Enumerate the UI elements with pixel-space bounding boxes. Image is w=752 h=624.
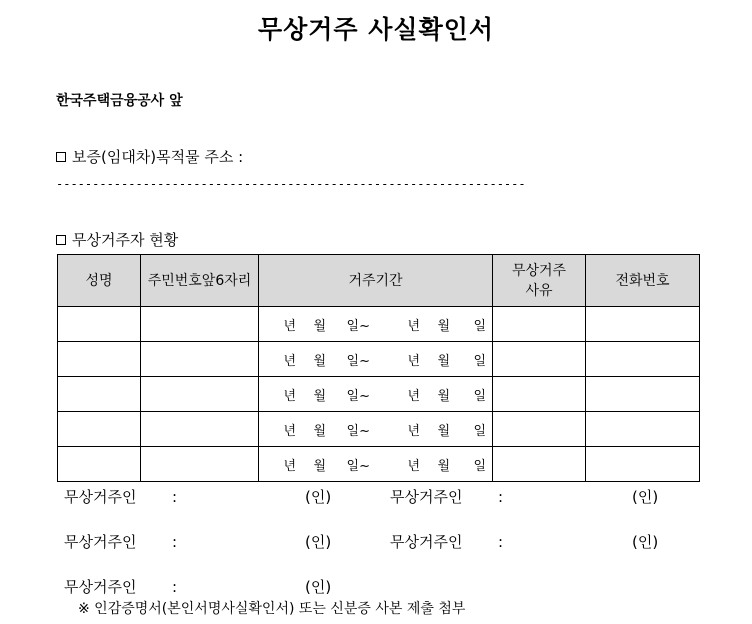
period-part: 일 <box>473 353 486 369</box>
period-part: 월 <box>313 353 326 369</box>
period-cell <box>259 307 493 342</box>
signature-label: 무상거주인 <box>64 578 137 596</box>
seal-1: (인) <box>305 488 332 506</box>
id-cell[interactable] <box>141 412 259 447</box>
period-text <box>259 350 492 369</box>
period-part: 월 <box>437 423 450 439</box>
name-cell[interactable] <box>58 447 141 482</box>
id-cell[interactable] <box>141 447 259 482</box>
table-row <box>58 307 700 342</box>
table-row <box>58 412 700 447</box>
checkbox-icon[interactable] <box>56 152 66 162</box>
name-cell[interactable] <box>58 377 141 412</box>
period-part: 일 <box>473 458 486 474</box>
period-part: 년 <box>407 423 420 439</box>
period-part: 년 <box>283 388 296 404</box>
seal-5: (인) <box>305 578 332 596</box>
reason-cell[interactable] <box>493 377 586 412</box>
table-row <box>58 342 700 377</box>
period-part: 년 <box>407 353 420 369</box>
period-part: 일~ <box>346 423 370 439</box>
signature-label: 무상거주인 <box>64 488 137 506</box>
signature-colon: : <box>498 533 504 551</box>
signature-colon: : <box>498 488 504 506</box>
signature-colon: : <box>172 533 178 551</box>
signature-line-3 <box>64 531 177 552</box>
signature-colon: : <box>172 488 178 506</box>
footnote: ※ 인감증명서(본인서명사실확인서) 또는 신분증 사본 제출 첨부 <box>78 601 466 617</box>
table-header-row <box>58 255 700 307</box>
period-part: 일~ <box>346 318 370 334</box>
reason-cell[interactable] <box>493 447 586 482</box>
period-part: 월 <box>313 458 326 474</box>
reason-cell[interactable] <box>493 342 586 377</box>
address-label: 보증(임대차)목적물 주소 : <box>72 148 244 166</box>
phone-cell[interactable] <box>586 412 700 447</box>
header-name: 성명 <box>58 255 141 307</box>
seal-3: (인) <box>305 533 332 551</box>
period-part: 일~ <box>346 388 370 404</box>
period-part: 월 <box>313 388 326 404</box>
period-part: 년 <box>283 458 296 474</box>
phone-cell[interactable] <box>586 342 700 377</box>
period-part: 월 <box>313 318 326 334</box>
period-part: 월 <box>437 318 450 334</box>
period-part: 월 <box>437 388 450 404</box>
phone-cell[interactable] <box>586 307 700 342</box>
phone-cell[interactable] <box>586 377 700 412</box>
period-part: 년 <box>407 388 420 404</box>
signature-label: 무상거주인 <box>64 533 137 551</box>
period-part: 일 <box>473 423 486 439</box>
checkbox-icon[interactable] <box>56 235 66 245</box>
signature-line-5 <box>64 576 177 597</box>
period-part: 년 <box>283 318 296 334</box>
period-cell <box>259 377 493 412</box>
period-part: 월 <box>437 458 450 474</box>
period-part: 일 <box>473 318 486 334</box>
signature-line-1 <box>64 486 177 507</box>
period-cell <box>259 342 493 377</box>
seal-4: (인) <box>632 533 659 551</box>
signature-label: 무상거주인 <box>390 533 463 551</box>
period-part: 일 <box>473 388 486 404</box>
status-label: 무상거주자 현황 <box>72 231 179 249</box>
id-cell[interactable] <box>141 307 259 342</box>
seal-2: (인) <box>632 488 659 506</box>
period-part: 월 <box>313 423 326 439</box>
period-part: 년 <box>283 423 296 439</box>
address-blank-line: ----------------------------------------------------------------- <box>56 177 526 191</box>
name-cell[interactable] <box>58 307 141 342</box>
period-text <box>259 315 492 334</box>
period-part: 년 <box>407 318 420 334</box>
name-cell[interactable] <box>58 412 141 447</box>
signature-line-4 <box>390 531 503 552</box>
id-cell[interactable] <box>141 377 259 412</box>
signature-line-2 <box>390 486 503 507</box>
name-cell[interactable] <box>58 342 141 377</box>
signature-label: 무상거주인 <box>390 488 463 506</box>
document-title: 무상거주 사실확인서 <box>257 15 495 44</box>
period-text <box>259 385 492 404</box>
period-part: 년 <box>283 353 296 369</box>
period-part: 월 <box>437 353 450 369</box>
reason-cell[interactable] <box>493 307 586 342</box>
period-part: 일~ <box>346 353 370 369</box>
address-section <box>56 146 243 167</box>
recipient-line: 한국주택금융공사 앞 <box>56 93 183 109</box>
residents-table <box>57 254 700 482</box>
phone-cell[interactable] <box>586 447 700 482</box>
status-section <box>56 229 178 250</box>
table-row <box>58 377 700 412</box>
table-body <box>58 307 700 482</box>
period-cell <box>259 412 493 447</box>
period-part: 일~ <box>346 458 370 474</box>
signature-colon: : <box>172 578 178 596</box>
header-id: 주민번호앞6자리 <box>141 255 259 307</box>
period-part: 년 <box>407 458 420 474</box>
id-cell[interactable] <box>141 342 259 377</box>
header-reason: 무상거주 사유 <box>493 255 586 307</box>
header-period: 거주기간 <box>259 255 493 307</box>
period-cell <box>259 447 493 482</box>
table-row <box>58 447 700 482</box>
period-text <box>259 420 492 439</box>
reason-cell[interactable] <box>493 412 586 447</box>
period-text <box>259 455 492 474</box>
header-phone: 전화번호 <box>586 255 700 307</box>
